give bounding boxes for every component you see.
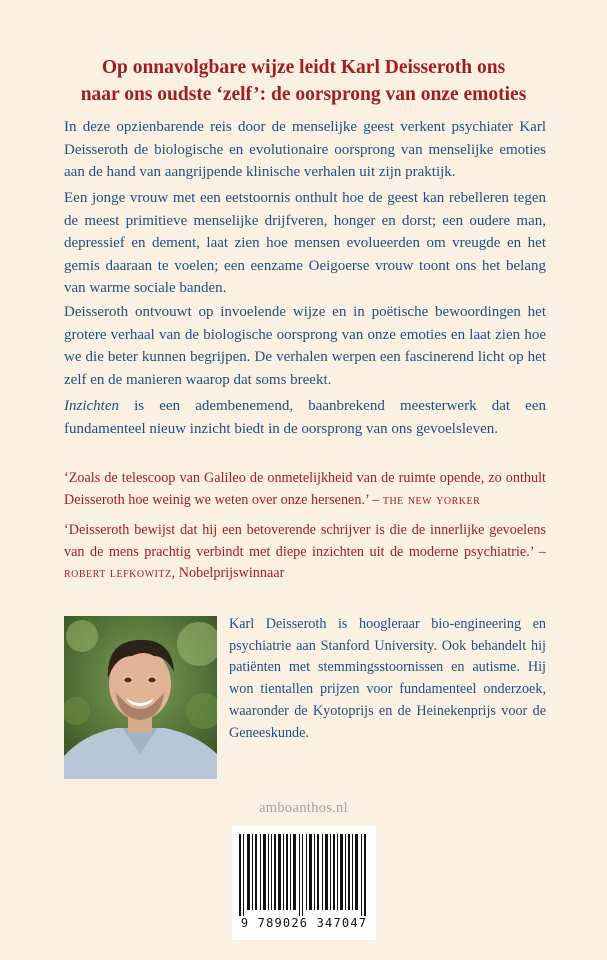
isbn-number: 9 789026 347047	[240, 916, 368, 930]
barcode-bars	[239, 834, 369, 916]
blurb-paragraph-2: Een jonge vrouw met een eetstoornis onthult hoe de geest kan rebelleren tegen de meest primitieve menselijke drijfveren, honger en dorst; een oudere man, depressief en dement, laat zien hoe mensen evolueerden om vreugde en het gemis daaraan te voelen; een eenzame Oeigoerse vrouw toont ons het belang van warme sociale banden.	[64, 190, 546, 296]
headline-line-2: naar ons oudste ‘zelf’: de oorsprong van onze emoties	[80, 84, 527, 105]
headline-line-1: Op onnavolgbare wijze leidt Karl Deisseroth ons	[101, 57, 506, 78]
review-quote-1-source: the new yorker	[382, 491, 481, 508]
author-bio: Karl Deisseroth is hoogleraar bio-engineering en psychiatrie aan Stanford University. Ook behandelt hij patiënten met stemmingsstoornissen en autisme. Hij won tientallen prijzen voor fundamenteel onderzoek, waaronder de Kyotoprijs en de Heinekenprijs voor de Geneeskunde.	[229, 616, 546, 741]
review-quote-2-text: ‘Deisseroth bewijst dat hij een betoverende schrijver is die de innerlijke gevoelens van de mens prachtig verbindt met diepe inzichten uit de moderne psychiatrie.’ –	[64, 522, 546, 560]
review-quote-2	[64, 520, 546, 585]
blurb-paragraph-4	[64, 395, 546, 440]
author-photo	[64, 616, 217, 779]
barcode	[232, 826, 376, 940]
publisher-url[interactable]: amboanthos.nl	[259, 800, 348, 816]
review-quote-2-source: robert lefkowitz	[64, 565, 172, 581]
book-title: Inzichten	[64, 398, 119, 414]
review-quote-1-text: ‘Zoals de telescoop van Galileo de onmetelijkheid van de ruimte opende, zo onthult Deisseroth hoe weinig we weten over onze hersenen.’ –	[64, 470, 546, 508]
blurb-paragraph-3: Deisseroth ontvouwt op invoelende wijze en in poëtische bewoordingen het grotere verhaal van de biologische oorsprong van onze emoties en laat zien hoe we die beter kunnen begrijpen. De verhalen werpen een fascinerend licht op het zelf en de manieren waarop dat soms breekt.	[64, 304, 546, 388]
blurb-paragraph-1: In deze opzienbarende reis door de menselijke geest verkent psychiater Karl Deisseroth de biologische en evolutionaire oorsprong van menselijke emoties aan de hand van aangrijpende klinische verhalen uit zijn praktijk.	[64, 119, 546, 180]
blurb-paragraph-4-text: is een adembenemend, baanbrekend meesterwerk dat een fundamenteel nieuw inzicht biedt in de oorsprong van ons gevoelsleven.	[64, 398, 546, 437]
review-quote-2-suffix: , Nobelprijswinnaar	[171, 565, 285, 581]
review-quote-1	[64, 468, 546, 511]
headline	[40, 54, 567, 108]
